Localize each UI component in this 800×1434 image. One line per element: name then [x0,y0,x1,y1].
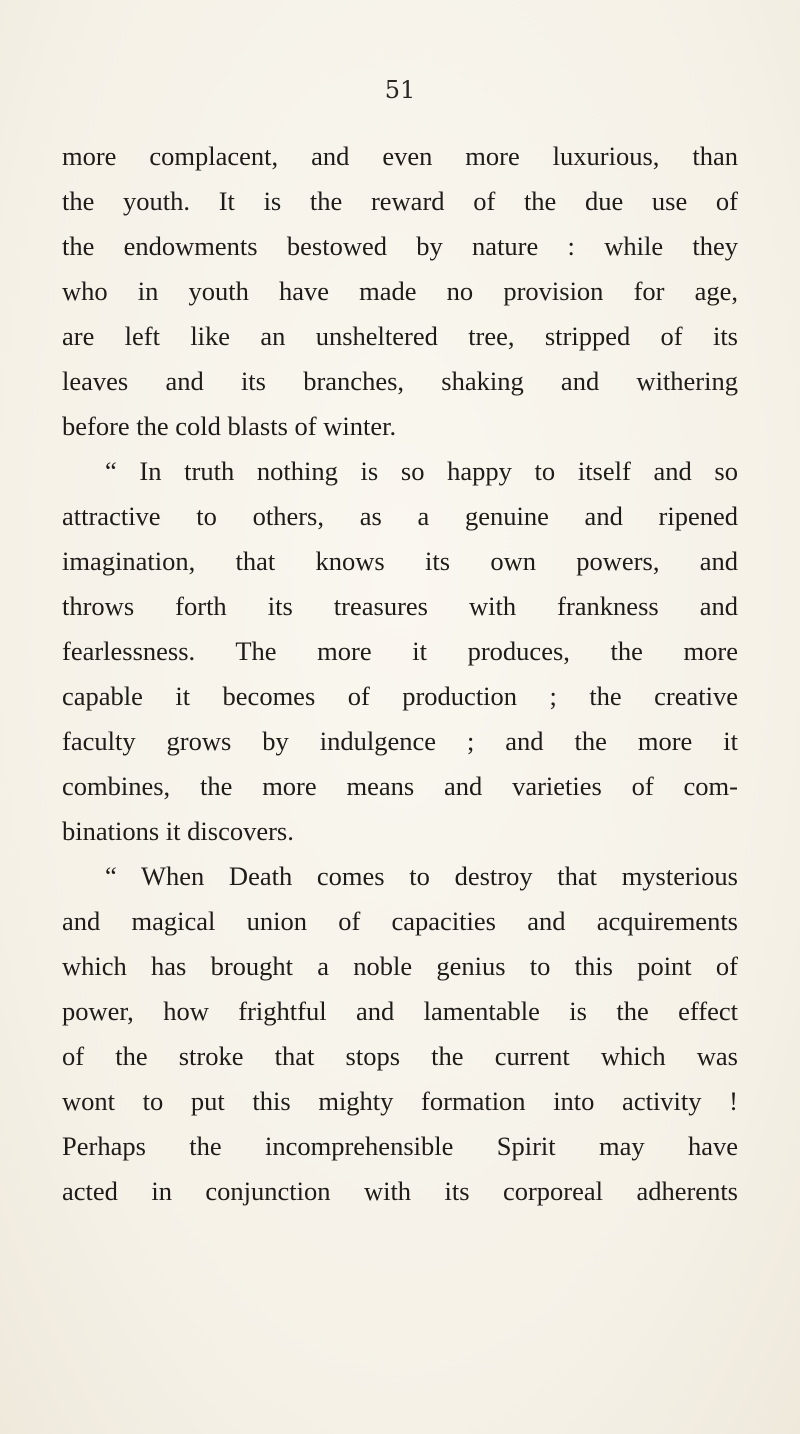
text-line: attractive to others, as a genuine and ripened [62,501,738,531]
text-line: “ When Death comes to destroy that mysterious [105,861,738,891]
text-line: before the cold blasts of winter. [62,411,397,441]
text-line: acted in conjunction with its corporeal adherents [62,1176,738,1206]
text-line: and magical union of capacities and acquirements [62,906,738,936]
page-number: 51 [384,76,416,104]
paragraph [62,134,738,449]
paragraph [62,449,738,854]
text-line: who in youth have made no provision for age, [62,276,738,306]
text-line: the youth. It is the reward of the due use of [62,186,738,216]
text-line: imagination, that knows its own powers, and [62,546,738,576]
text-line: wont to put this mighty formation into activity ! [62,1086,738,1116]
paragraph [62,854,738,1214]
text-line: throws forth its treasures with frankness and [62,591,738,621]
text-line: are left like an unsheltered tree, stripped of its [62,321,738,351]
text-line: leaves and its branches, shaking and withering [62,366,738,396]
text-line: binations it discovers. [62,816,294,846]
text-line: of the stroke that stops the current which was [62,1041,738,1071]
text-line: capable it becomes of production ; the creative [62,681,738,711]
text-line: power, how frightful and lamentable is the effect [62,996,738,1026]
text-line: “ In truth nothing is so happy to itself and so [105,456,738,486]
text-line: more complacent, and even more luxurious, than [62,141,738,171]
text-line: fearlessness. The more it produces, the more [62,636,738,666]
body-text [62,134,738,1214]
text-line: Perhaps the incomprehensible Spirit may have [62,1131,738,1161]
text-line: the endowments bestowed by nature : while they [62,231,738,261]
text-line: faculty grows by indulgence ; and the more it [62,726,738,756]
text-line: combines, the more means and varieties of com- [62,771,738,801]
text-line: which has brought a noble genius to this point of [62,951,738,981]
